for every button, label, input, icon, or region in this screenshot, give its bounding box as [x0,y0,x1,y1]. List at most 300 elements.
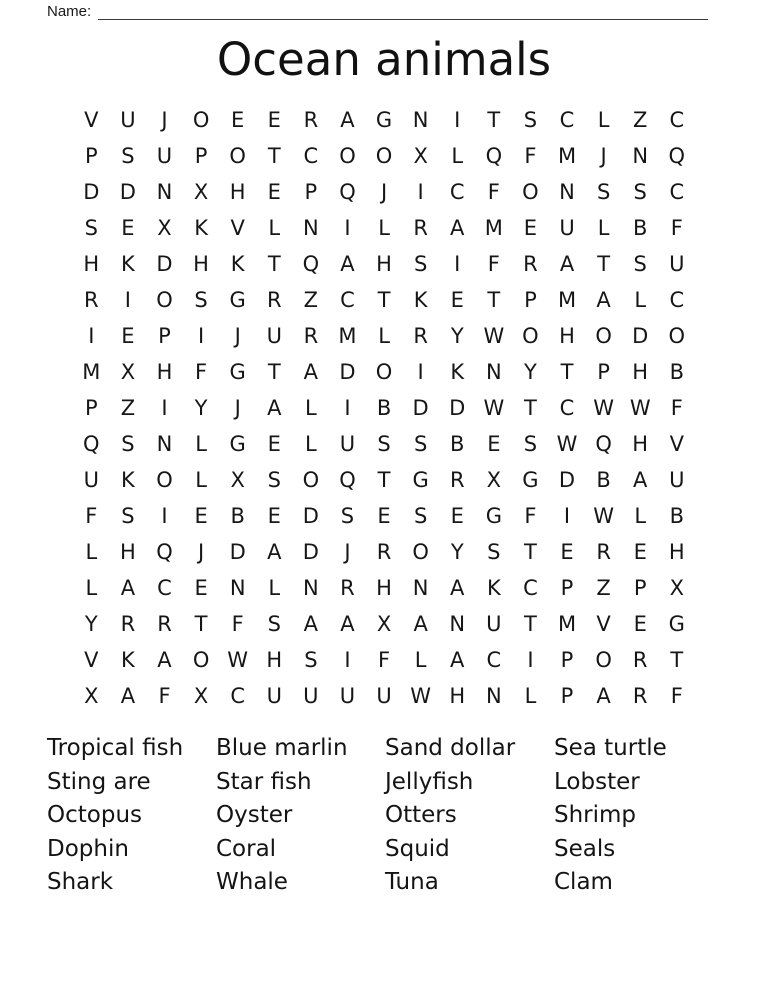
grid-letter: D [83,180,100,204]
grid-letter: A [120,576,136,600]
grid-letter: O [668,324,686,348]
grid-letter: T [524,396,537,420]
grid-letter: S [596,180,611,204]
grid-letter: O [595,324,612,348]
grid-letter: L [268,576,281,600]
grid-letter: I [344,216,351,240]
grid-letter: C [669,108,685,132]
grid-letter: X [157,216,172,240]
grid-letter: W [593,396,614,420]
grid-letter: T [524,612,537,636]
grid-letter: O [302,468,320,492]
grid-letter: I [563,504,571,528]
grid-letter: F [670,396,683,420]
grid-letter: E [267,504,281,528]
grid-row [73,210,695,246]
grid-row [73,354,695,390]
grid-letter: L [85,540,98,564]
grid-letter: T [670,648,684,672]
grid-letter: F [195,360,208,384]
grid-letter: C [230,684,245,708]
grid-letter: B [669,504,684,528]
grid-letter: C [559,396,575,420]
grid-letter: I [417,180,424,204]
grid-letter: P [633,576,647,600]
grid-letter: H [632,360,649,384]
grid-row [73,642,695,678]
grid-letter: T [597,252,611,276]
grid-letter: C [303,144,319,168]
grid-letter: X [84,684,99,708]
grid-letter: F [378,648,391,672]
grid-letter: L [634,288,647,312]
grid-letter: L [524,684,537,708]
grid-letter: W [593,504,614,528]
grid-letter: S [633,180,647,204]
grid-letter: N [449,612,466,636]
word-list-item: Shrimp [554,802,637,828]
grid-letter: X [486,468,502,492]
grid-letter: A [596,684,611,708]
grid-row [73,318,695,354]
grid-letter: L [597,108,610,132]
grid-letter: F [524,144,537,168]
grid-letter: I [88,324,95,348]
grid-letter: P [194,144,208,168]
grid-letter: P [158,324,171,348]
grid-letter: E [194,504,208,528]
grid-letter: I [454,108,461,132]
word-list-item: Sand dollar [385,735,516,761]
grid-letter: A [596,288,611,312]
grid-letter: E [121,324,135,348]
grid-letter: O [156,468,173,492]
grid-letter: P [560,684,574,708]
grid-letter: Z [633,108,648,132]
grid-letter: L [195,432,207,456]
grid-letter: X [193,180,209,204]
grid-letter: D [339,360,356,384]
word-list-item: Blue marlin [216,735,348,761]
grid-letter: P [560,576,574,600]
grid-letter: F [670,216,683,240]
grid-letter: H [156,360,173,384]
grid-letter: C [559,108,575,132]
word-list-column [216,732,385,900]
grid-letter: K [121,468,135,492]
word-list-item: Tropical fish [47,735,184,761]
grid-letter: S [121,504,135,528]
grid-letter: C [486,648,502,672]
grid-letter: I [124,288,131,312]
grid-letter: T [377,468,391,492]
word-list-item: Squid [385,835,450,862]
grid-letter: U [339,684,356,708]
grid-letter: T [524,540,537,564]
grid-letter: R [340,576,355,600]
grid-letter: I [161,504,168,528]
grid-letter: D [119,180,136,204]
grid-letter: N [303,216,319,240]
grid-letter: R [120,612,136,636]
grid-letter: K [194,216,208,240]
grid-row [73,678,695,714]
grid-letter: R [523,252,538,276]
grid-letter: D [156,252,173,276]
grid-letter: S [377,432,391,456]
grid-letter: L [85,576,98,600]
grid-row [73,246,695,282]
grid-letter: S [194,288,208,312]
grid-letter: E [560,540,574,564]
grid-letter: Q [485,144,503,168]
grid-letter: N [156,180,173,204]
grid-letter: Y [524,360,537,384]
grid-letter: U [486,612,502,636]
grid-letter: A [450,576,465,600]
grid-letter: V [669,432,684,456]
grid-letter: N [485,360,502,384]
word-search-grid [73,102,695,714]
grid-letter: L [305,396,317,420]
grid-letter: A [413,612,428,636]
grid-letter: S [487,540,501,564]
grid-letter: F [670,684,683,708]
grid-letter: Z [596,576,611,600]
grid-letter: T [377,288,391,312]
grid-letter: P [84,396,98,420]
grid-letter: O [375,144,393,168]
grid-letter: U [156,144,173,168]
grid-letter: Q [156,540,173,564]
grid-letter: W [629,396,651,420]
grid-letter: S [267,612,281,636]
grid-letter: J [161,108,168,132]
grid-letter: C [669,180,685,204]
grid-letter: O [339,144,356,168]
word-list-item: Sea turtle [554,735,667,761]
grid-letter: Q [595,432,612,456]
grid-letter: J [344,540,351,564]
grid-letter: E [121,216,135,240]
grid-letter: M [557,144,577,168]
grid-letter: E [377,504,391,528]
name-label: Name: [47,3,92,20]
grid-letter: J [197,540,205,564]
grid-letter: H [559,324,575,348]
word-list [0,732,768,900]
grid-letter: Q [668,144,686,168]
grid-letter: G [229,360,246,384]
grid-letter: U [669,468,685,492]
grid-letter: B [632,216,648,240]
grid-letter: H [229,180,246,204]
grid-letter: T [267,144,281,168]
grid-letter: R [632,684,648,708]
grid-row [73,174,695,210]
grid-letter: S [267,468,281,492]
grid-letter: E [633,612,647,636]
grid-letter: H [632,432,649,456]
grid-letter: P [84,144,98,168]
grid-letter: V [596,612,611,636]
grid-letter: C [340,288,355,312]
grid-letter: R [266,288,282,312]
grid-letter: S [413,432,428,456]
grid-letter: D [302,504,319,528]
word-list-column [385,732,554,900]
grid-letter: Q [339,468,356,492]
grid-letter: L [378,324,390,348]
grid-letter: U [376,684,392,708]
grid-letter: I [344,648,351,672]
grid-letter: Y [450,324,464,348]
word-list-column [47,732,216,900]
grid-letter: G [522,468,539,492]
grid-letter: F [231,612,244,636]
grid-letter: T [487,108,501,132]
grid-row [73,426,695,462]
word-list-item: Coral [216,835,277,862]
grid-letter: E [231,108,245,132]
grid-row [73,138,695,174]
grid-letter: B [376,396,392,420]
grid-letter: B [669,360,684,384]
grid-letter: A [157,648,172,672]
grid-letter: D [632,324,649,348]
grid-letter: P [597,360,610,384]
grid-letter: R [449,468,465,492]
grid-letter: U [303,684,319,708]
grid-letter: X [669,576,684,600]
grid-letter: O [375,360,393,384]
grid-letter: G [668,612,685,636]
grid-letter: P [560,648,574,672]
grid-letter: Q [339,180,356,204]
grid-letter: N [412,576,429,600]
grid-letter: R [413,324,428,348]
grid-letter: M [557,288,577,312]
grid-letter: M [82,360,101,384]
grid-letter: N [412,108,429,132]
grid-letter: E [450,288,464,312]
grid-letter: S [340,504,355,528]
grid-letter: U [669,252,685,276]
word-list-item: Shark [47,869,114,895]
grid-letter: O [156,288,173,312]
grid-letter: V [84,108,99,132]
grid-letter: L [597,216,610,240]
grid-letter: A [559,252,575,276]
grid-letter: O [522,180,539,204]
grid-letter: D [449,396,466,420]
grid-row [73,102,695,138]
grid-letter: E [633,540,647,564]
grid-letter: G [229,432,246,456]
word-list-column [554,732,723,900]
grid-letter: A [267,396,282,420]
grid-letter: H [376,576,392,600]
grid-letter: L [634,504,647,528]
word-list-item: Whale [216,869,288,895]
grid-letter: I [161,396,168,420]
grid-letter: S [413,504,428,528]
grid-letter: J [234,324,241,348]
word-list-item: Seals [554,835,616,862]
grid-letter: E [194,576,208,600]
grid-letter: H [668,540,685,564]
grid-letter: E [450,504,464,528]
grid-letter: U [120,108,136,132]
grid-letter: G [229,288,246,312]
grid-letter: S [84,216,98,240]
grid-letter: S [523,108,538,132]
grid-letter: V [230,216,245,240]
grid-letter: Y [84,612,98,636]
grid-letter: D [558,468,576,492]
grid-row [73,534,695,570]
grid-letter: F [85,504,98,528]
grid-letter: U [266,324,282,348]
grid-letter: C [669,288,685,312]
grid-letter: K [230,252,245,276]
grid-row [73,390,695,426]
grid-letter: A [303,360,319,384]
grid-letter: J [234,396,241,420]
grid-letter: E [523,216,538,240]
grid-row [73,606,695,642]
grid-letter: L [268,216,281,240]
grid-letter: N [559,180,575,204]
grid-letter: T [560,360,574,384]
grid-letter: D [302,540,319,564]
word-list-item: Oyster [216,802,293,828]
grid-letter: A [267,540,282,564]
grid-letter: E [487,432,501,456]
grid-letter: I [527,648,534,672]
grid-letter: D [412,396,429,420]
grid-letter: W [483,396,505,420]
name-blank-line [98,4,708,20]
grid-letter: O [595,648,612,672]
grid-letter: A [303,612,319,636]
grid-letter: R [303,324,319,348]
word-list-item: Jellyfish [385,768,474,795]
word-list-item: Lobster [554,768,640,795]
grid-letter: K [121,648,135,672]
grid-letter: S [121,144,135,168]
grid-letter: I [417,360,424,384]
grid-letter: R [596,540,611,564]
grid-letter: O [229,144,246,168]
grid-letter: T [267,360,281,384]
grid-letter: M [557,612,577,636]
grid-letter: X [120,360,136,384]
page-title: Ocean animals [216,33,552,86]
grid-letter: Q [302,252,320,276]
grid-letter: A [340,252,355,276]
grid-letter: A [633,468,648,492]
grid-letter: L [414,648,427,672]
grid-letter: H [376,252,392,276]
grid-letter: H [449,684,466,708]
grid-letter: R [303,108,319,132]
grid-letter: F [487,180,500,204]
grid-letter: H [83,252,100,276]
grid-letter: H [266,648,283,672]
grid-letter: O [412,540,429,564]
word-list-item: Tuna [385,869,439,895]
grid-letter: L [378,216,390,240]
grid-letter: S [633,252,647,276]
grid-letter: G [412,468,429,492]
grid-letter: O [192,108,210,132]
word-list-item: Otters [385,802,457,828]
grid-letter: P [524,288,537,312]
grid-row [73,498,695,534]
grid-letter: E [267,180,281,204]
grid-letter: B [450,432,465,456]
grid-letter: V [84,648,99,672]
grid-letter: D [229,540,246,564]
grid-letter: O [192,648,210,672]
grid-letter: N [156,432,173,456]
grid-letter: E [267,432,281,456]
word-list-item: Dophin [47,835,129,862]
grid-letter: N [229,576,246,600]
grid-letter: F [524,504,537,528]
grid-letter: T [194,612,208,636]
grid-letter: F [158,684,171,708]
grid-letter: H [193,252,209,276]
grid-row [73,282,695,318]
grid-letter: S [121,432,135,456]
grid-letter: X [193,684,209,708]
grid-letter: S [304,648,318,672]
grid-letter: A [450,216,465,240]
grid-letter: M [484,216,503,240]
grid-letter: K [121,252,135,276]
grid-letter: U [83,468,99,492]
grid-letter: Z [303,288,319,312]
word-list-item: Star fish [216,768,312,795]
grid-letter: K [450,360,465,384]
grid-letter: Y [450,540,464,564]
grid-letter: X [413,144,428,168]
grid-letter: N [303,576,319,600]
grid-letter: A [450,648,465,672]
grid-letter: E [267,108,281,132]
grid-letter: P [304,180,318,204]
grid-letter: A [340,108,355,132]
grid-letter: T [267,252,281,276]
grid-letter: R [413,216,428,240]
word-list-item: Octopus [47,802,142,828]
grid-letter: A [340,612,355,636]
grid-letter: U [559,216,575,240]
grid-letter: L [195,468,207,492]
grid-letter: K [486,576,501,600]
grid-letter: O [522,324,539,348]
grid-letter: Q [83,432,100,456]
grid-letter: I [454,252,461,276]
grid-letter: I [197,324,205,348]
grid-letter: Z [120,396,136,420]
grid-letter: C [157,576,172,600]
grid-letter: F [487,252,500,276]
grid-letter: S [523,432,538,456]
grid-row [73,462,695,498]
